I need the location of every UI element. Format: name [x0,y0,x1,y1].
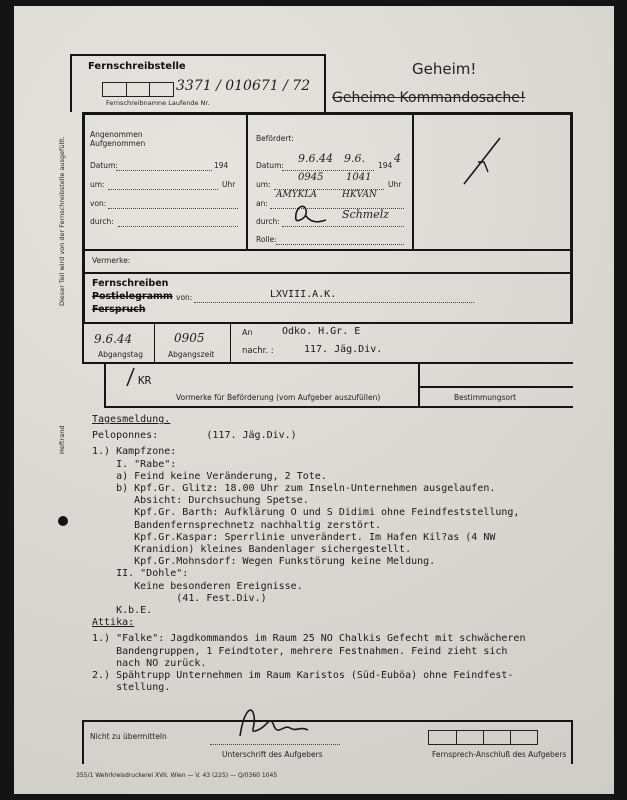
message-type-teletype: Fernschreiben [92,278,169,289]
forwarded-time-value: 0945 [298,172,324,183]
received-from-label: von: [90,199,107,208]
destination-label: Bestimmungsort [454,393,517,402]
body-line: stellung. [92,682,171,694]
forwarded-by-signature: Schmelz [342,208,390,221]
serial-label: Fernschreibnamne Laufende Nr. [106,99,210,107]
serial-boxes [102,82,174,97]
cc-label: nachr. : [242,346,274,356]
forwarded-uhr-label: Uhr [388,180,402,189]
dispatch-time-label: Abgangszeit [168,350,215,359]
routing-check-mark [124,366,138,388]
cc-value: 117. Jäg.Div. [304,344,383,355]
body-line: Kpf.Gr.Mohnsdorf: Wegen Funkstörung keine Meldung. [92,556,436,568]
body-line: Peloponnes: (117. Jäg.Div.) [92,430,297,442]
received-date-label: Datum: [90,161,118,170]
margin-edge-label: Heftrand [58,425,66,454]
body-line: I. "Rabe": [92,458,177,470]
received-uhr-label: Uhr [222,180,236,189]
body-line: Kpf.Gr.Kaspar: Sperrlinie unverändert. Im Hafen Kil?as (4 NW [92,531,496,543]
handwritten-check-mark [454,132,514,192]
classification-secret: Geheim! [412,60,477,78]
received-by-label: durch: [90,217,114,226]
body-line: K.b.E. [92,605,153,617]
recipient-value: Odko. H.Gr. E [282,326,361,337]
message-type-phone-struck: Ferspruch [92,304,146,315]
classification-struck: Geheime Kommandosache! [332,90,526,106]
sender-signature [234,700,314,744]
message-type-telegram-struck: Postielegramm [92,291,173,302]
phone-label: Fernsprech-Anschluß des Aufgebers [432,750,567,759]
body-line: Bandengruppen, 1 Feindtoter, mehrere Festnahmen. Feind zieht sich [92,645,508,657]
forwarded-um-label: um: [256,180,271,189]
forwarded-to-value-2: HKVAN [342,190,377,200]
body-line: Keine besonderen Ereignisse. [92,580,303,592]
punch-hole [58,516,68,526]
body-line: 2.) Spähtrupp Unternehmen im Raum Karistos (Süd-Euböa) ohne Feindfest- [92,670,514,682]
serial-number: 3371 / 010671 / 72 [176,78,311,94]
body-line: Absicht: Durchsuchung Spetse. [92,495,309,507]
signature-label: Unterschrift des Aufgebers [222,750,323,759]
routing-value: KR [138,374,152,387]
dispatch-date-value: 9.6.44 [94,332,133,346]
forwarded-time-value-2: 1041 [346,172,372,183]
recipient-label: An [242,328,253,337]
body-line: a) Feind keine Veränderung, 2 Tote. [92,470,327,482]
body-line: Attika: [92,617,135,629]
forwarded-role-label: Rolle: [256,235,277,244]
forwarded-date-value-2: 9.6. [344,152,365,165]
dispatch-time-value: 0905 [174,331,205,345]
sender-value: LXVIII.A.K. [270,289,337,300]
sender-label: von: [176,293,193,302]
margin-note: Dieser Teil wird von der Fernschreibstelle ausgefüllt. [58,136,66,306]
received-year-label: 194 [214,161,229,170]
forwarded-by-label: durch: [256,217,280,226]
body-line: Tagesmeldung. [92,414,171,425]
received-heading-2: Aufgenommen [90,139,146,148]
forwarded-date-label: Datum: [256,161,284,170]
forwarded-heading: Befördert: [256,134,294,143]
forwarded-date-value: 9.6.44 [298,152,333,165]
office-heading: Fernschreibstelle [88,61,186,72]
body-line: Bandenfernsprechnetz nachhaltig zerstört. [92,519,381,531]
phone-number-boxes [428,730,538,745]
received-um-label: um: [90,180,105,189]
message-form [14,6,614,794]
not-transmit-label: Nicht zu übermitteln [90,732,167,741]
printer-imprint: 355/1 Wehrkreisdruckerei XVII. Wien — V. 43 (225) — Q/0360 1045 [76,772,278,779]
forwarded-to-label: an: [256,199,268,208]
body-line: 1.) "Falke": Jagdkommandos im Raum 25 NO Chalkis Gefecht mit schwächeren [92,633,526,645]
body-line: b) Kpf.Gr. Glitz: 18.00 Uhr zum Inseln-Unternehmen ausgelaufen. [92,483,496,495]
forwarded-to-value: AMYKLA [276,190,317,200]
message-body [92,414,612,694]
body-line: Kranidion) kleines Bandenlager sichergestellt. [92,544,412,556]
routing-label: Vormerke für Beförderung (vom Aufgeber auszufüllen) [176,393,381,402]
forwarded-year-label: 194 [378,161,393,170]
dispatch-date-label: Abgangstag [98,350,143,359]
body-line: II. "Dohle": [92,568,189,580]
body-line: Kpf.Gr. Barth: Aufklärung O und S Didimi ohne Feindfeststellung, [92,507,520,519]
received-heading: Angenommen [90,130,143,139]
body-line: nach NO zurück. [92,657,207,669]
body-line: 1.) Kampfzone: [92,446,177,458]
forwarded-year-value: 4 [394,152,401,165]
body-line: (41. Fest.Div.) [92,592,267,604]
remarks-label: Vermerke: [92,256,131,265]
